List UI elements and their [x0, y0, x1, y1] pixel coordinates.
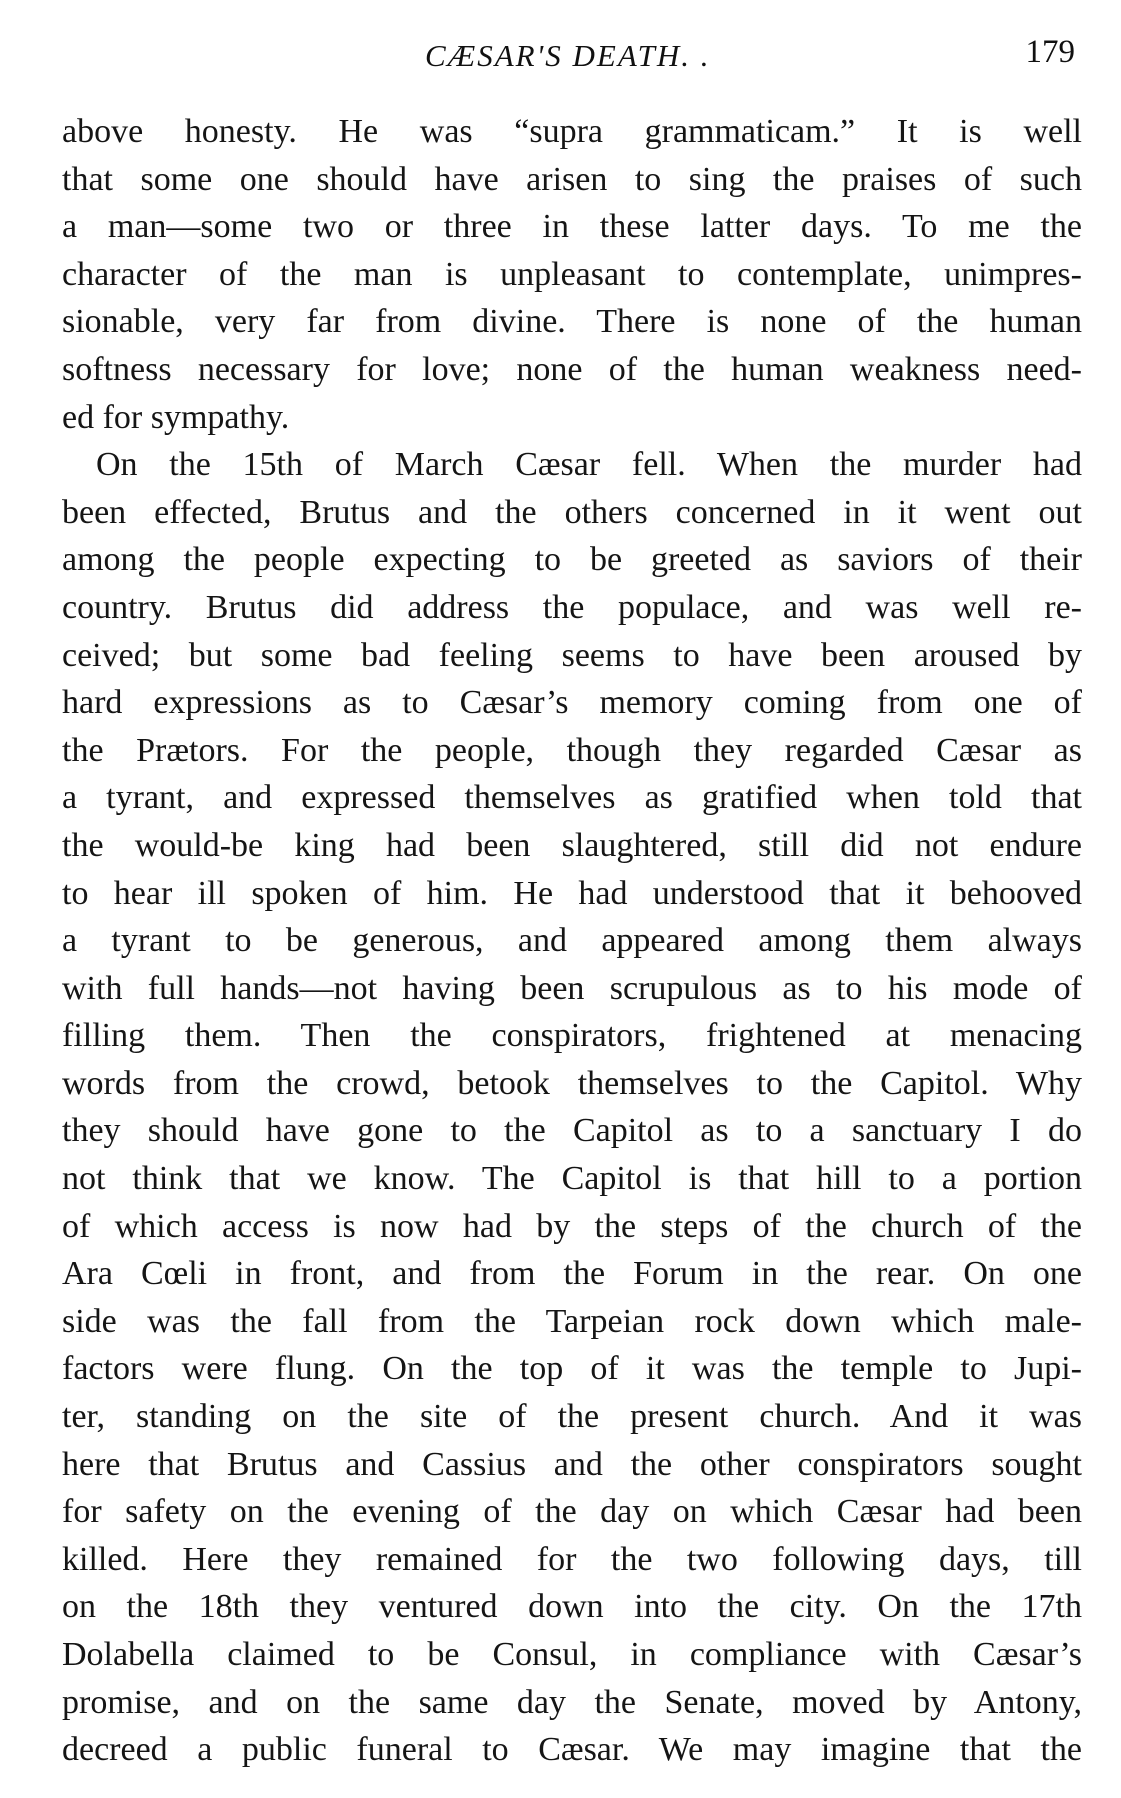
text-line: Dolabella claimed to be Consul, in compliance with Cæsar’s [62, 1636, 1082, 1673]
body-text [62, 108, 1082, 1774]
text-line: a tyrant to be generous, and appeared among them always [62, 922, 1082, 960]
text-line: ed for sympathy. [62, 398, 290, 436]
text-line: not think that we know. The Capitol is that hill to a portion [62, 1160, 1082, 1198]
text-line: softness necessary for love; none of the human weakness need- [62, 350, 1082, 388]
page-number: 179 [1025, 34, 1075, 70]
text-line: filling them. Then the conspirators, frightened at menacing [62, 1017, 1082, 1055]
text-line: character of the man is unpleasant to contemplate, unimpres- [62, 255, 1082, 293]
text-line: on the 18th they ventured down into the city. On the 17th [62, 1588, 1082, 1626]
running-head [0, 28, 1121, 78]
text-line: been effected, Brutus and the others concerned in it went out [62, 493, 1082, 531]
text-line: decreed a public funeral to Cæsar. We may imagine that the [62, 1731, 1082, 1769]
text-line: sionable, very far from divine. There is none of the human [62, 303, 1082, 341]
text-line: a tyrant, and expressed themselves as gratified when told that [62, 779, 1082, 817]
text-line: ter, standing on the site of the present church. And it was [62, 1398, 1082, 1436]
text-line: to hear ill spoken of him. He had understood that it behooved [62, 874, 1082, 912]
text-line: a man—some two or three in these latter days. To me the [62, 208, 1082, 246]
text-line: On the 15th of March Cæsar fell. When the murder had [96, 446, 1082, 484]
text-line: hard expressions as to Cæsar’s memory coming from one of [62, 684, 1082, 722]
text-line: the Prætors. For the people, though they regarded Cæsar as [62, 731, 1082, 769]
text-line: ceived; but some bad feeling seems to have been aroused by [62, 636, 1082, 674]
text-line: Ara Cœli in front, and from the Forum in the rear. On one [62, 1255, 1082, 1293]
text-line: promise, and on the same day the Senate, moved by Antony, [62, 1683, 1082, 1721]
text-line: here that Brutus and Cassius and the other conspirators sought [62, 1445, 1082, 1483]
text-line: words from the crowd, betook themselves to the Capitol. Why [62, 1064, 1082, 1102]
text-line: with full hands—not having been scrupulous as to his mode of [62, 969, 1082, 1007]
text-line: side was the fall from the Tarpeian rock down which male- [62, 1302, 1082, 1340]
text-line: among the people expecting to be greeted as saviors of their [62, 541, 1082, 579]
text-line: of which access is now had by the steps of the church of the [62, 1207, 1082, 1245]
text-line: killed. Here they remained for the two following days, till [62, 1540, 1082, 1578]
text-line: they should have gone to the Capitol as to a sanctuary I do [62, 1112, 1082, 1150]
text-line: country. Brutus did address the populace, and was well re- [62, 588, 1082, 626]
text-line: above honesty. He was “supra grammaticam.” It is well [62, 113, 1082, 150]
text-line: for safety on the evening of the day on which Cæsar had been [62, 1493, 1082, 1531]
text-line: factors were flung. On the top of it was the temple to Jupi- [62, 1350, 1082, 1388]
text-line: the would-be king had been slaughtered, still did not endure [62, 826, 1082, 864]
text-line: that some one should have arisen to sing the praises of such [62, 160, 1082, 198]
running-title: CÆSAR'S DEATH. . [425, 38, 711, 73]
